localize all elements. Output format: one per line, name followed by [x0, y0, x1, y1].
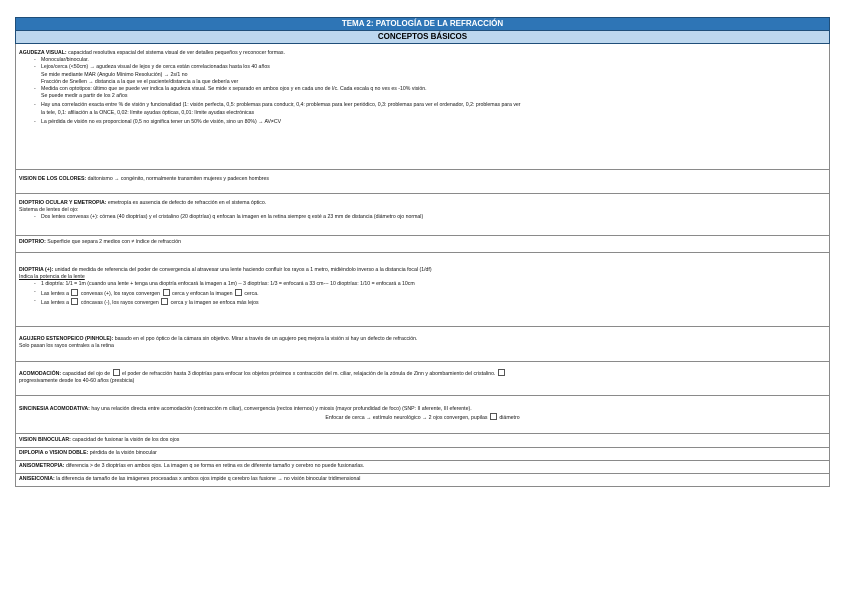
aniseiconia-heading: ANISEICONIA:	[19, 476, 55, 482]
arrow-box-icon	[113, 369, 120, 376]
arrow-box-icon	[490, 413, 497, 420]
dioptria-bullet-3: - Las lentes a cóncavas (-), los rayos convergen cerca y la imagen se enfoca más lejos	[19, 298, 826, 307]
dioptria-bullet-1: - 1 dioptría: 1/1 = 1m (cuando una lente + tenga una dioptría enfocará la imagen a 1m) -- 3 dioptrías: 1/3 = enfocará a 33 cm--- 10 dioptrías: 1/10 = enfocará a 10cm	[19, 281, 826, 288]
sincinesia-line2: Enfocar de cerca → estímulo neurológico → 2 ojos convergen, pupilas diámetro	[325, 415, 520, 422]
dioptrio-heading: DIOPTRIO:	[19, 239, 46, 245]
acomodacion-line2: progresivamente desde los 40-60 años (presbicia)	[19, 378, 135, 385]
section-anisometropia: ANISOMETROPÍA: diferencia > de 3 dioptrías en ambos ojos. La imagen q se forma en retina es de diferente tamaño y cerebro no puede fusionarlas.	[15, 461, 830, 474]
dioptria-line2: Indica la potencia de la lente	[19, 274, 85, 281]
agudeza-bullet-4a: - Medida con optotipos: último que se puede ver indica la agudeza visual. Se mide x separado en ambos ojos y en cada uno de l/c. Cada escala q no ves es -10% visión.	[19, 86, 826, 93]
section-diplopia: DIPLOPÍA o VISIÓN DOBLE: pérdida de la visión binocular	[15, 448, 830, 461]
section-vision-colores	[15, 170, 830, 194]
diplopia-heading: DIPLOPÍA o VISIÓN DOBLE:	[19, 450, 89, 456]
agudeza-bullet-2: - Lejos/cerca (<50cm) → agudeza visual de lejos y de cerca están correlacionadas hasta los 40 años	[19, 64, 826, 71]
section-sincinesia: SINCINESIA ACOMODATIVA: hay una relación directa entre acomodación (contracción m ciliar), convergencia (rectos internos) y miosis (mayor profundidad de foco) (SNP: II aferente, III eferente). Enfocar de cerca → estímulo neurológico → 2 ojos convergen, pupilas diámetro	[15, 396, 830, 434]
dioptria-heading: DIOPTRÍA (+):	[19, 267, 54, 273]
notes-sheet	[15, 17, 830, 487]
agudeza-bullet-6: - La pérdida de visión no es proporcional (0,5 no significa tener un 50% de visión, sino un 80%) → AV≠CV	[19, 119, 826, 126]
section-aniseiconia: ANISEICONIA: la diferencia de tamaño de las imágenes procesadas x ambos ojos impide q cerebro las fusione → no visión binocular tridimensional	[15, 474, 830, 487]
page-title: TEMA 2: PATOLOGÍA DE LA REFRACCIÓN	[15, 17, 830, 31]
dioptrio-ocular-bullet: - Dos lentes convexas (+): córnea (40 dioptrías) y el cristalino (20 dioptrías) q enfocan la imagen en la retina siempre q esté a 23 mm de distancia (diámetro ojo normal)	[19, 214, 826, 221]
agudeza-bullet-4b: Se puede medir a partir de los 2 años	[41, 93, 128, 100]
agujero-line2: Solo pasan los rayos centrales a la retina	[19, 343, 114, 350]
agudeza-heading: AGUDEZA VISUAL:	[19, 50, 67, 56]
anisometropia-heading: ANISOMETROPÍA:	[19, 463, 65, 469]
binocular-heading: VISIÓN BINOCULAR:	[19, 437, 71, 443]
agudeza-bullet-3a: Se mide mediante MAR (Ángulo Mínimo Resolución) → 2s/1 no	[41, 71, 188, 78]
agudeza-bullet-5b: la tele, 0,1: afiliación a la ONCE, 0,02: límite ayudas ópticas, 0,01: límite ayudas electrónicas	[41, 109, 255, 116]
section-agujero-estenopeico: AGUJERO ESTENOPÉICO (PINHOLE): basado en el ppo óptico de la cámara sin objetivo. Mirar a través de un agujero peq mejora la visión si hay un defecto de refracción. Solo pasan los rayos centrales a la retina	[15, 327, 830, 362]
page-subtitle: CONCEPTOS BÁSICOS	[15, 31, 830, 44]
sincinesia-heading: SINCINESIA ACOMODATIVA:	[19, 406, 90, 412]
section-acomodacion: ACOMODACIÓN: capacidad del ojo de el poder de refracción hasta 3 dioptrías para enfocar los objetos próximos x contracción del m. ciliar, relajación de la zónula de Zinn y abombamiento del cristalino. progresivamente desde los 40-60 años (presbicia)	[15, 362, 830, 396]
agudeza-bullet-1: - Monocular/binocular.	[19, 57, 826, 64]
colores-text: daltonismo → congénito, normalmente transmiten mujeres y padecen hombres	[86, 176, 269, 182]
arrow-box-icon	[163, 289, 170, 296]
agudeza-bullet-3b: Fracción de Snellen → distancia a la que ve el paciente/distancia a la que debería ver	[41, 78, 239, 85]
section-dioptrio: DIOPTRIO: Superficie que separa 2 medios con ≠ índice de refracción	[15, 236, 830, 253]
colores-heading: VISIÓN DE LOS COLORES:	[19, 176, 87, 182]
agujero-heading: AGUJERO ESTENOPÉICO (PINHOLE):	[19, 336, 114, 342]
agudeza-bullet-5a: - Hay una correlación exacta entre % de visión y funcionalidad (1: visión perfecta, 0,5: problemas para conducir, 0,4: problemas para leer periódico, 0,3: problemas para ver el ordenador, 0,2: problemas para ver	[19, 102, 826, 109]
section-agudeza-visual	[15, 44, 830, 170]
arrow-box-icon	[235, 289, 242, 296]
arrow-box-icon	[71, 289, 78, 296]
arrow-box-icon	[161, 298, 168, 305]
section-dioptrio-ocular: DIOPTRIO OCULAR Y EMETROPÍA: emetropía es ausencia de defecto de refracción en el sistema óptico. Sistema de lentes del ojo: - Dos lentes convexas (+): córnea (40 dioptrías) y el cristalino (20 dioptrías) q enfocan la imagen en la retina siempre q esté a 23 mm de distancia (diámetro ojo normal)	[15, 194, 830, 236]
acomodacion-heading: ACOMODACIÓN:	[19, 371, 62, 377]
dioptria-bullet-2: - Las lentes a convexas (+), los rayos convergen cerca y enfocan la imagen cerca.	[19, 289, 826, 298]
section-vision-binocular: VISIÓN BINOCULAR: capacidad de fusionar la visión de los dos ojos	[15, 434, 830, 448]
agudeza-definition: AGUDEZA VISUAL: capacidad resolutiva espacial del sistema visual de ver detalles pequeños y reconocer formas.	[19, 50, 285, 56]
dioptrio-ocular-line2: Sistema de lentes del ojo:	[19, 207, 79, 214]
arrow-box-icon	[498, 369, 505, 376]
dioptrio-ocular-heading: DIOPTRIO OCULAR Y EMETROPÍA:	[19, 200, 107, 206]
section-dioptria: DIOPTRÍA (+): unidad de medida de referencia del poder de convergencia al atravesar una lente haciendo confluir los rayos a 1 metro, midiéndolo inverso a la distancia focal (1/df) Indica la potencia de la lente - 1 dioptría: 1/1 = 1m (cuando una lente + tenga una dioptría enfocará la imagen a 1m) -- 3 dioptrías: 1/3 = enfocará a 33 cm--- 10 dioptrías: 1/10 = enfocará a 10cm - Las lentes a convexas (+), los rayos convergen cerca y enfocan la imagen cerca. - Las lentes a cóncavas (-), los rayos convergen cerca y la imagen se enfoca más lejos	[15, 253, 830, 327]
arrow-box-icon	[71, 298, 78, 305]
